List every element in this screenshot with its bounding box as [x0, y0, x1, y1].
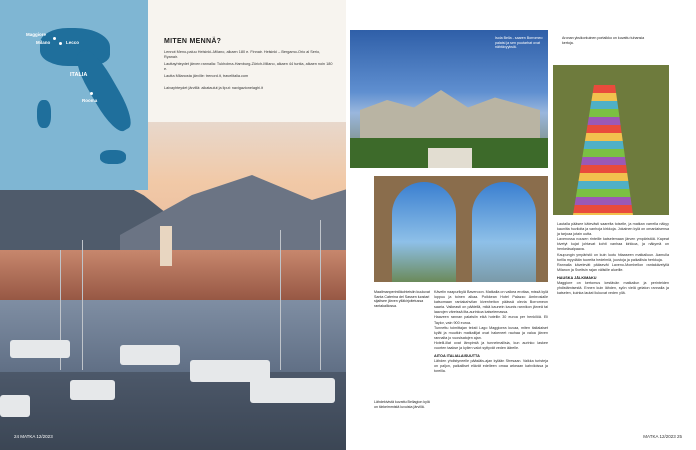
- colorful-steps: [573, 85, 633, 215]
- paragraph: Kävelin naapurikylä Bavenoon. Matkalla on vaikea erottaa, missä kylä loppuu ja toinen alkaa. Poikkean Hotel Palazzo Ambrosialle katsomaan rantakahvilan kivenheiton päässä olevia Borromeon saaria. Vaikeasti on päätellä, mikä kaunein kaunis rannikon järveä tai laavojen väreissä ilta-aurinkoa katselemassa.: [434, 290, 548, 315]
- right-page: [350, 0, 696, 450]
- travel-info-box: [148, 0, 346, 122]
- paragraph: Hotelli-illat ovat lämpimiä ja tunnelmallisia, kun aurinko laskee vuorten taakse ja kylien valot syttyvät veden äärelle.: [434, 340, 548, 351]
- milano-marker: [59, 42, 62, 45]
- location-map: [0, 0, 148, 190]
- maggiore-marker: [53, 37, 56, 40]
- garden-path: [428, 148, 472, 168]
- rooma-marker: [90, 92, 93, 95]
- info-flights: Lennot Meno-paluu Helsinki–Milano, alkaen 180 e. Finnair. Helsinki – Bergamo-Orio al Serio, Ryanair.: [164, 50, 321, 59]
- boat-mast: [320, 220, 321, 370]
- subheading-authentic: AITOA ITALIALAISUUTTA: [434, 354, 480, 359]
- map-label-maggiore: Maggiore: [26, 32, 47, 37]
- paragraph: Haaveen rannan palatsiin eikä hotellin 30 euroa per henkilöä. Eli Taylor, vain 900 euroa.: [434, 315, 548, 325]
- paragraph: Kaupungin ympäristö on kuin luotu hitaaseen matkailuun. Aamulla torilla myydään tuoreita hedelmiä, juustoja ja paikallisia herkkuja.: [557, 252, 669, 262]
- paragraph: Maggiore on kertomus kestävän matkailun ja perinteiden yhdistämisestä. Ennen kuin lähden, syön vielä gelaton rannalla ja katselen, kuinka lautat liukuvat veden yllä.: [557, 281, 669, 296]
- caption-palace: Isola Bella - saaren Borromeo palatsi ja sen puutarhat ovat nähtävyyksiä.: [495, 36, 543, 49]
- moored-boat: [70, 380, 115, 400]
- caption-staircase: Aronan yksikorkuinen portaikko on kuvattu tuhansia kertoja.: [562, 36, 645, 45]
- body-column-2: [557, 222, 669, 296]
- paragraph: Rannalla kävelevät pääsevät Laveno-Mombellon rantakävelyllä Milanon ja Sveitsin rajan välisille alueille.: [557, 262, 669, 272]
- map-label-rooma: Rooma: [82, 98, 98, 103]
- sicily-shape: [100, 150, 126, 164]
- boat-mast: [82, 240, 83, 370]
- bell-tower: [160, 226, 172, 266]
- caption-monastery: Maailmanperintökohteisiin kuuluvat Santa Caterina del Sassen luostari sijaitsee järven ylläkirjoitetussa rantakalliossa.: [374, 290, 430, 308]
- info-boats: Laivayhteydet järvillä: aikataulut ja liput: navigazionelaghi.it: [164, 86, 263, 90]
- body-column-1: [434, 290, 548, 375]
- paragraph: Tunnettu toimittajan teksti Lago Maggiorea kuvaa, miten italialaiset kylät ja muutkin matkailijat ovat hakeneet rauhaa ja valoa järven rannalta jo vuosisatojen ajan.: [434, 325, 548, 340]
- paragraph: Lautalla pääsee kätevästi saarelta toiselle, ja matkan varrella näkyy kauniita huviloita ja vanhoja kirkkoja. Jokainen kylä on omanlaisensa ja tarjoaa jotain uutta.: [557, 222, 669, 237]
- arch-left-view: [392, 182, 456, 282]
- moored-boat: [250, 378, 335, 403]
- left-folio: 24 MATKA 12/2023: [14, 434, 53, 439]
- boat-mast: [280, 230, 281, 370]
- map-label-lecco: Lecco: [66, 40, 80, 45]
- staircase-photo: [553, 65, 669, 215]
- paragraph: Lähden yhdistyneelle pääsiäis-ajan kylään Stresaan. Vaikka turisteja on paljon, paikalliset elävät edelleen omaa arkeaan kahviloissa ja toreilla.: [434, 359, 548, 374]
- monastery-arch-photo: [374, 176, 548, 282]
- moored-boat: [10, 340, 70, 358]
- info-ferries: Lauttayhteydet järven rannalla: Tukholma-Hamburg-Zürich-Milano, alkaen 44 tuntia, alkaen noin 180 e.: [164, 62, 333, 71]
- arch-right-view: [472, 182, 536, 282]
- moored-boat: [0, 395, 30, 417]
- sardinia-shape: [37, 100, 51, 128]
- info-title: MITEN MENNÄ?: [164, 38, 222, 45]
- map-label-milano: Milano: [36, 40, 51, 45]
- paragraph: Lavenossa nousen rinteille katselemaan järven ympäristöä. Kapeat kivetyt kujat johtavat kohti vanhaa kirkkoa, ja näkymä on henkeäsalpaava.: [557, 237, 669, 252]
- palace-photo: [350, 30, 548, 168]
- moored-boat: [120, 345, 180, 365]
- info-train: Lautta Milanosta järville: trenord.it, travelitalia.com: [164, 74, 249, 78]
- palace-building: [360, 90, 540, 140]
- subheading-aftertaste: HAUSKA JÄLKIMAKU: [557, 275, 597, 280]
- map-label-italia: ITALIA: [70, 72, 88, 78]
- right-folio: MATKA 12/2023 25: [643, 434, 682, 439]
- left-page: [0, 0, 346, 450]
- caption-bellagio: Lähdekivistä kuvattu Bellagion kylä on tärkeimmistä luvuista järvillä.: [374, 400, 430, 409]
